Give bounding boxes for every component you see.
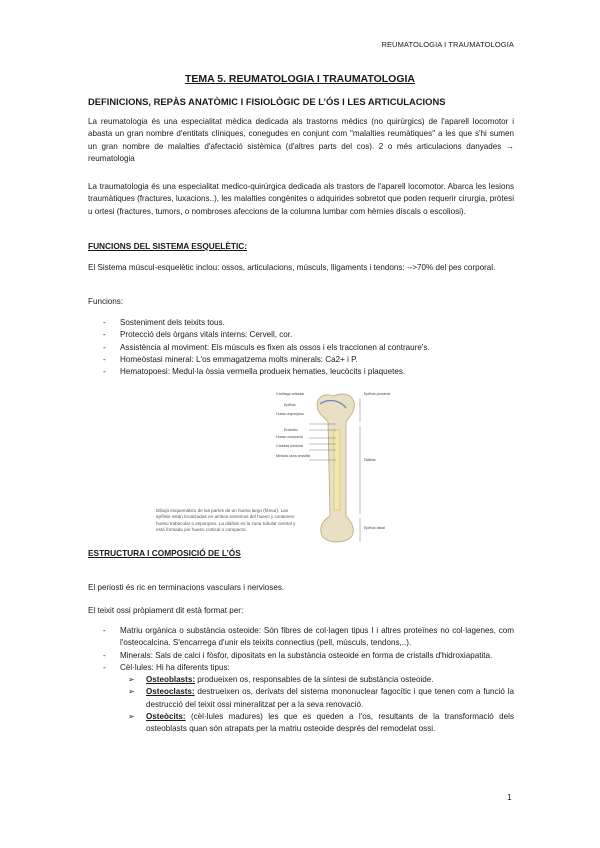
figure-label: Médula ósea amarilla [276,454,311,458]
list-item: - Minerals: Sals de calci i fòsfor, dipositats en la substància osteoide en forma de cristalls d'hidroxiapatita. [103,650,493,660]
figure-caption: Dibujo esquemático de las partes de un hueso largo (fémur). Las epífisis están localizadas en ambos extremos del hueso y contienen hueso trabecular o esponjoso. La diáfisis es la zona tubular central y está formada por hueso cortical o compacto. [156,508,296,533]
functions-label: Funcions: [88,297,124,306]
list-item: ➢ Osteòcits: (cèl·lules madures) les que es queden a l'os, resultants de la transformació dels osteoblasts quan són atrapats per la matriu osteoide després del remodelat ossi. [128,712,514,734]
list-item: - Assistència al moviment: Els músculs es fixen als ossos i els traccionen al contraure's. [103,342,430,352]
list-item: - Homeòstasi mineral: L'os emmagatzema molts minerals: Ca2+ i P. [103,354,358,364]
paragraph-periosti: El periosti és ric en terminacions vasculars i nervioses. [88,583,285,592]
list-item: - Sosteniment dels teixits tous. [103,318,225,327]
paragraph-reumatologia: La reumatologia és una especialitat mèdica dedicada als trastorns mèdics (no quirúrgics) de l'aparell locomotor i abasta un gran nombre d'entitats clíniques, conegudes en conjunt com "malalties reumàtiques" a les que s'hi sumen un gran nombre de malalties d'afectació sistèmica (d'altres parts del cos). 2 o més articulacions danyades → reumatologia [88,117,514,163]
list-item: - Cèl·lules: Hi ha diferents tipus: ➢ Osteoblasts: produeixen os, responsables de la síntesi de substància osteoide. ➢ Osteoclasts: destrueixen os, derivats del sistema mononuclear fagocític i que tenen com a funció la destrucció del teixit ossi mineralitzat per a la seva renovació. ➢ Osteòcits: (cèl·lules madures) les que es queden a l'os, resultants de la transformació dels osteoblasts quan són atrapats per la matriu osteoide després del remodelat ossi. [88,662,514,736]
section-heading-structure: ESTRUCTURA I COMPOSICIÓ DE L’ÓS [88,548,241,558]
section-heading-definitions: DEFINICIONS, REPÀS ANATÒMIC I FISIOLÒGIC DE L’ÓS I LES ARTICULACIONS [88,96,446,107]
section-heading-functions: FUNCIONS DEL SISTEMA ESQUELÈTIC: [88,241,248,251]
functions-list [88,317,514,378]
paragraph-traumatologia: La traumatologia és una especialitat medico-quirúrgica dedicada als trastors de l'aparell locomotor. Abarca les lesions traumàtiques (fractures, luxacions..), les malalties congènites o adquirides sobretot que poden requerir cirurgia, pròtesi u ortesi (fractures, tumors, o nombroses afeccions de la columna lumbar com hèrnies discals o escoliosi). [88,182,514,216]
figure-label: Cartílago articular [276,392,305,396]
figure-label: Endostio [284,428,298,432]
figure-label: Hueso compacto [276,435,303,439]
paragraph-musculoskeletal: El Sistema múscul-esquelètic inclou: ossos, articulacions, músculs, lligaments i tendons: -->70% del pes corporal. [88,263,496,272]
list-item: ➢ Osteoclasts: destrueixen os, derivats del sistema mononuclear fagocític i que tenen com a funció la destrucció del teixit ossi mineralitzat per a la seva renovació. [128,687,514,709]
figure-label: Epífisis distal [364,526,385,530]
figure-label: Epífisis proximal [364,392,391,396]
page-number: 1 [507,792,512,802]
list-item: - Protecció dels òrgans vitals interns: Cervell, cor. [103,330,293,340]
figure-label: Cavidad medular [276,444,304,448]
list-item: ➢ Osteoblasts: produeixen os, responsables de la síntesi de substància osteoide. [128,675,434,685]
figure-label: Diáfisis [364,458,376,462]
cell-types-list [120,674,514,735]
page-title: TEMA 5. REUMATOLOGIA I TRAUMATOLOGIA [184,73,416,85]
list-item: - Hematopoesi: Medul·la òssia vermella produeix hematies, leucòcits i plaquetes. [103,367,406,377]
running-header: REUMATOLOGIA I TRAUMATOLOGIA [381,40,514,49]
composition-list [88,625,514,736]
figure-label: Epífisis [284,403,296,407]
list-item: - Matriu orgànica o substància osteoide: Són fibres de col·lagen tipus I i altres proteïnes no col·lagenes, com l'osteocalcina. S'encarrega d'unir els teixits connectius (pell, músculs, tendons,..). [103,626,514,648]
figure-label: Hueso esponjoso [276,412,304,416]
paragraph-teixit-ossi: El teixit ossi pròpiament dit està format per: [88,606,244,615]
